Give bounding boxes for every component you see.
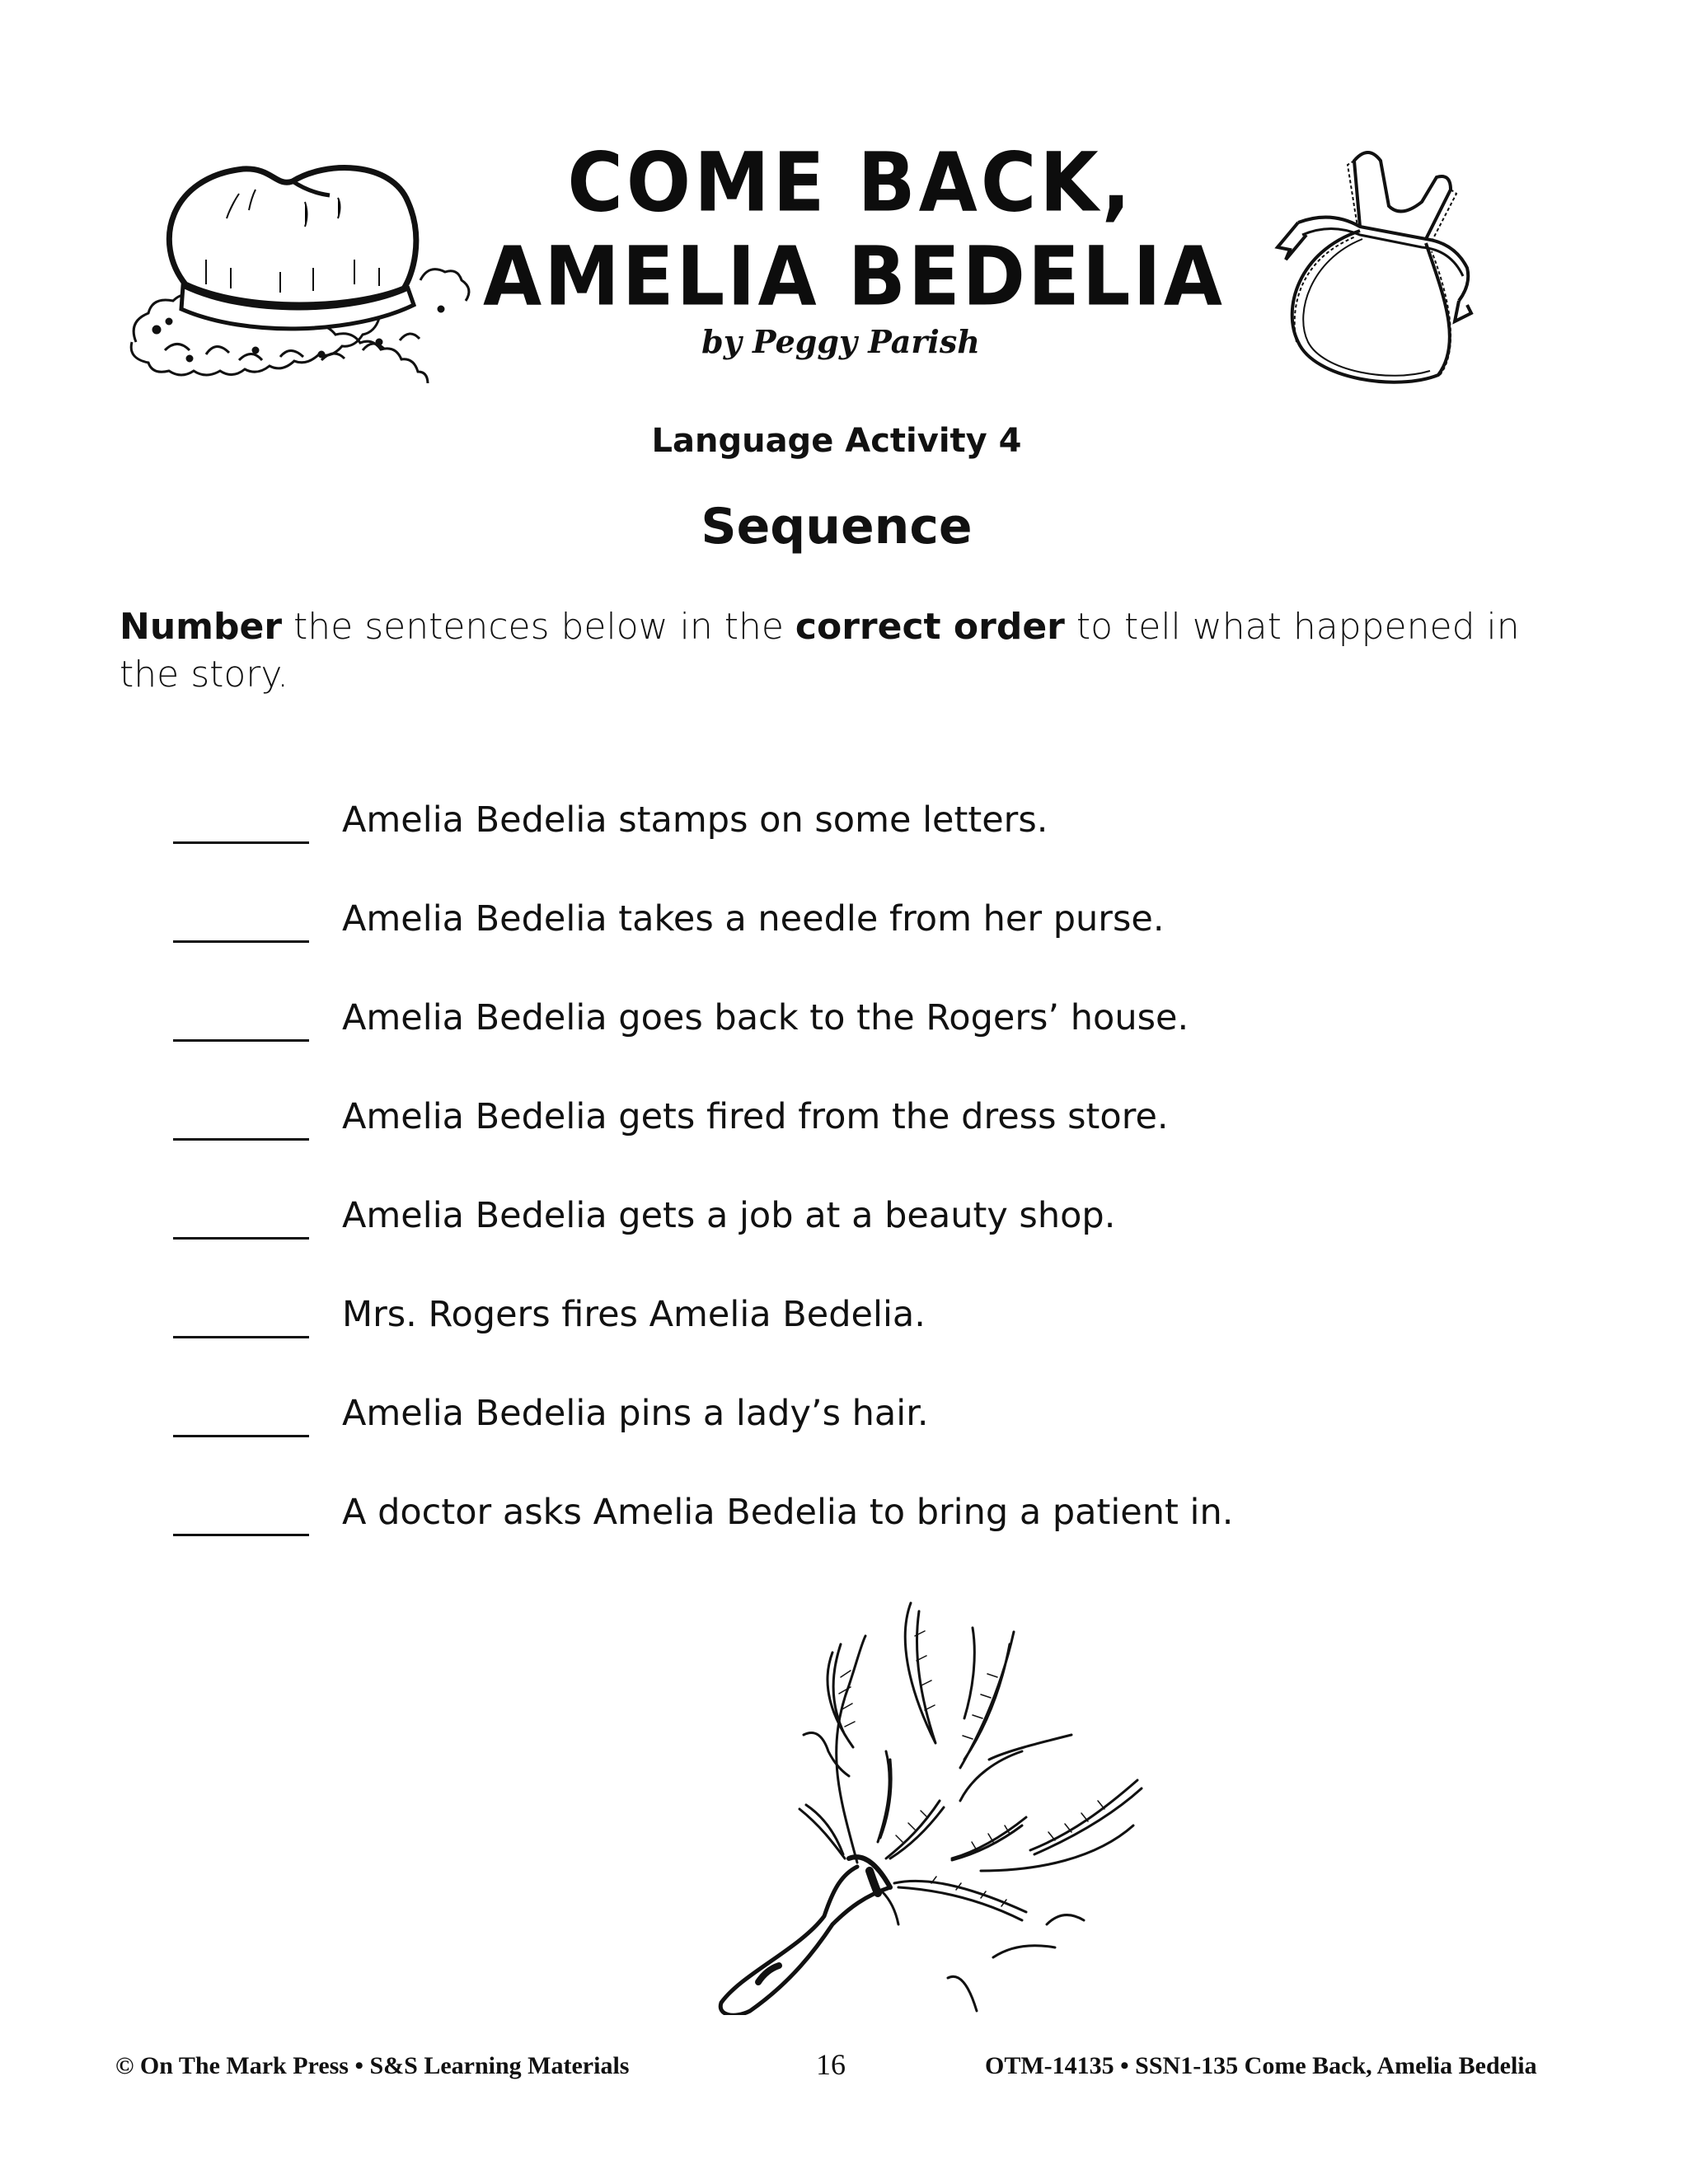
- answer-blank[interactable]: [173, 940, 309, 943]
- sequence-list: [173, 795, 1574, 1586]
- title-line-2: AMELIA BEDELIA: [483, 228, 1225, 325]
- sequence-item: [173, 993, 1574, 1092]
- footer-product-code: OTM-14135 • SSN1-135 Come Back, Amelia Bedelia: [985, 2052, 1537, 2079]
- sequence-item-text: Amelia Bedelia stamps on some letters.: [342, 799, 1048, 841]
- instruction-bold-correct-order: correct order: [795, 606, 1065, 648]
- instruction-text-2: to tell what happened in the story.: [120, 606, 1520, 696]
- sequence-item: [173, 1488, 1574, 1586]
- sequence-item-text: Amelia Bedelia goes back to the Rogers’ house.: [342, 997, 1189, 1038]
- answer-blank[interactable]: [173, 1336, 309, 1338]
- sequence-item: [173, 1389, 1574, 1488]
- answer-blank[interactable]: [173, 1534, 309, 1536]
- sequence-item-text: Amelia Bedelia pins a lady’s hair.: [342, 1393, 929, 1434]
- answer-blank[interactable]: [173, 1237, 309, 1240]
- feather-duster-icon: [709, 1586, 1203, 2015]
- instruction-bold-number: Number: [120, 606, 283, 648]
- title-line-1: COME BACK,: [567, 134, 1134, 231]
- answer-blank[interactable]: [173, 1138, 309, 1141]
- sequence-item-text: Amelia Bedelia takes a needle from her purse.: [342, 898, 1165, 940]
- sequence-item-text: Amelia Bedelia gets a job at a beauty shop.: [342, 1195, 1116, 1236]
- instruction-text-1: the sentences below in the: [282, 606, 795, 648]
- answer-blank[interactable]: [173, 1039, 309, 1042]
- activity-label: Language Activity 4: [651, 422, 1022, 460]
- feather-duster-illustration: [709, 1586, 1203, 2015]
- sequence-item: [173, 1191, 1574, 1290]
- sequence-item: [173, 1290, 1574, 1389]
- sequence-item-text: A doctor asks Amelia Bedelia to bring a patient in.: [342, 1492, 1234, 1533]
- footer-copyright: © On The Mark Press • S&S Learning Materials: [115, 2052, 630, 2079]
- sequence-item-text: Mrs. Rogers fires Amelia Bedelia.: [342, 1294, 926, 1335]
- sequence-item-text: Amelia Bedelia gets fired from the dress store.: [342, 1096, 1169, 1137]
- instructions: [120, 603, 1570, 699]
- sequence-item: [173, 1092, 1574, 1191]
- sequence-item: [173, 795, 1574, 894]
- answer-blank[interactable]: [173, 841, 309, 844]
- sequence-item: [173, 894, 1574, 993]
- answer-blank[interactable]: [173, 1435, 309, 1437]
- page-number: 16: [816, 2048, 846, 2081]
- author-byline: by Peggy Parish: [701, 323, 980, 360]
- page-title: Sequence: [701, 498, 973, 555]
